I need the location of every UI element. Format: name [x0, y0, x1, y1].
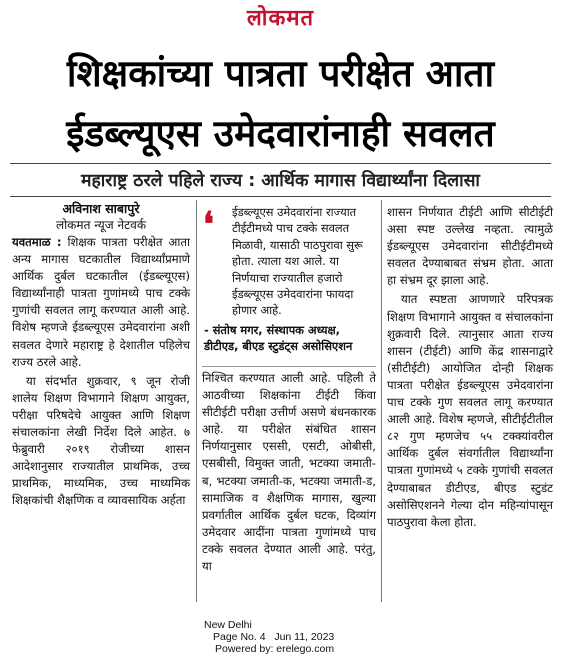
pull-quote-attribution: - संतोष मगर, संस्थापक अध्यक्ष, डीटीएड, बीएड स्टुडंट्स असोसिएशन [204, 323, 353, 354]
paragraph: शासन निर्णयात टीईटी आणि सीटीईटी असा स्पष्ट उल्लेख नव्हता. त्यामुळे ईडब्ल्यूएस उमेदवारांना सीटीईटीमध्ये सवलत देण्याबाबत संभ्रम होता. आता हा संभ्रम दूर झाला आहे. [387, 205, 553, 288]
pull-quote-text: ईडब्ल्यूएस उमेदवारांना राज्यात टीईटीमध्ये पाच टक्के सवलत मिळावी, यासाठी पाठपुरावा सुरू होता. त्याला यश आले. या निर्णयाचा राज्यातील हजारो ईडब्ल्यूएस उमेदवारांना फायदा होणार आहे. [232, 205, 363, 318]
footer-date: Jun 11, 2023 [274, 631, 335, 643]
article-column-3 [387, 204, 553, 531]
footer-powered-by: Powered by: erelego.com [215, 643, 335, 655]
subheading: महाराष्ट्र ठरले पहिले राज्य : आर्थिक मागास विद्यार्थ्यांना दिलासा [81, 171, 480, 191]
footer-page: Page No. 4 [213, 631, 266, 643]
paragraph [12, 234, 190, 371]
pull-quote-divider [202, 366, 376, 367]
newspaper-masthead: लोकमत [246, 5, 315, 31]
pull-quote [202, 204, 374, 319]
footer-page-info [213, 631, 334, 643]
paragraph-text: शिक्षक पात्रता परीक्षेत आता अन्य मागास घटकातील विद्यार्थ्यांप्रमाणे आर्थिक दुर्बल घटकातील (ईडब्ल्यूएस) विद्यार्थ्यांनाही पात्रता गुणांमध्ये पाच टक्के गुणांची सवलत लागू करण्यात आली आहे. विशेष म्हणजे ईडब्ल्यूएस उमेदवारांना अशी सवलत देणारे महाराष्ट्र हे देशातील पहिलेच राज्य ठरले आहे. [12, 235, 190, 369]
headline-divider [10, 163, 551, 164]
dateline: यवतमाळ : [12, 235, 62, 249]
news-agency: लोकमत न्यूज नेटवर्क [55, 218, 147, 232]
paragraph: यात स्पष्टता आणणारे परिपत्रक शिक्षण विभागाने आयुक्त व संचालकांना शुक्रवारी दिले. त्यानुसार आता राज्य शासन (टीईटी) आणि केंद्र शासनाद्वारे (सीटीईटी) आयोजित दोन्ही शिक्षक पात्रता परीक्षेत ईडब्ल्यूएस उमेदवारांना पाच टक्के गुण सवलत लागू करण्यात आली आहे. विशेष म्हणजे, सीटीईटीतील ८२ गुण म्हणजेच ५५ टक्क्यांवरील आर्थिक दुर्बल संवर्गातील विद्यार्थ्यांना पात्रता गुणांमध्ये ५ टक्के गुणांची सवलत देण्याबाबत डीटीएड, बीएड स्टुडंट असोसिएशनने गेल्या दोन महिन्यांपासून पाठपुरावा केला होता. [387, 292, 553, 529]
column-divider [196, 200, 197, 602]
paragraph: या संदर्भात शुक्रवार, ९ जून रोजी शालेय शिक्षण विभागाने शिक्षण आयुक्त, परीक्षा परिषदेचे आयुक्त आणि शिक्षण संचालकांना लेखी निर्देश दिले आहेत. ७ फेब्रुवारी २०१९ रोजीच्या शासन आदेशानुसार राज्यातील प्राथमिक, उच्च प्राथमिक, माध्यमिक, उच्च माध्यमिक शिक्षकांची शैक्षणिक व व्यावसायिक अर्हता [12, 373, 190, 508]
headline-line-1: शिक्षकांच्या पात्रता परीक्षेत आता [66, 52, 495, 95]
article-column-2 [202, 370, 376, 575]
quote-mark-icon: ❛ [203, 205, 214, 245]
byline: अविनाश साबापुरे [62, 201, 140, 216]
subheading-divider [10, 196, 551, 197]
headline-line-2: ईडब्ल्यूएस उमेदवारांनाही सवलत [66, 112, 495, 155]
footer-city: New Delhi [204, 619, 252, 631]
paragraph: निश्चित करण्यात आली आहे. पहिली ते आठवीच्या शिक्षकांना टीईटी किंवा सीटीईटी परीक्षा उत्तीर्ण असणे बंधनकारक आहे. या परीक्षेत संबंधित शासन निर्णयानुसार एससी, एसटी, ओबीसी, एसबीसी, विमुक्त जाती, भटक्या जमाती-ब, भटक्या जमाती-क, भटक्या जमाती-ड, सामाजिक व शैक्षणिक मागास, खुल्या प्रवर्गातील आर्थिक दुर्बल घटक, दिव्यांग उमेदवार आदींना पात्रता गुणांमध्ये पाच टक्के सवलत देण्यात आली आहे. परंतु, या [202, 371, 376, 574]
article-column-1 [12, 200, 190, 510]
column-divider [381, 200, 382, 602]
